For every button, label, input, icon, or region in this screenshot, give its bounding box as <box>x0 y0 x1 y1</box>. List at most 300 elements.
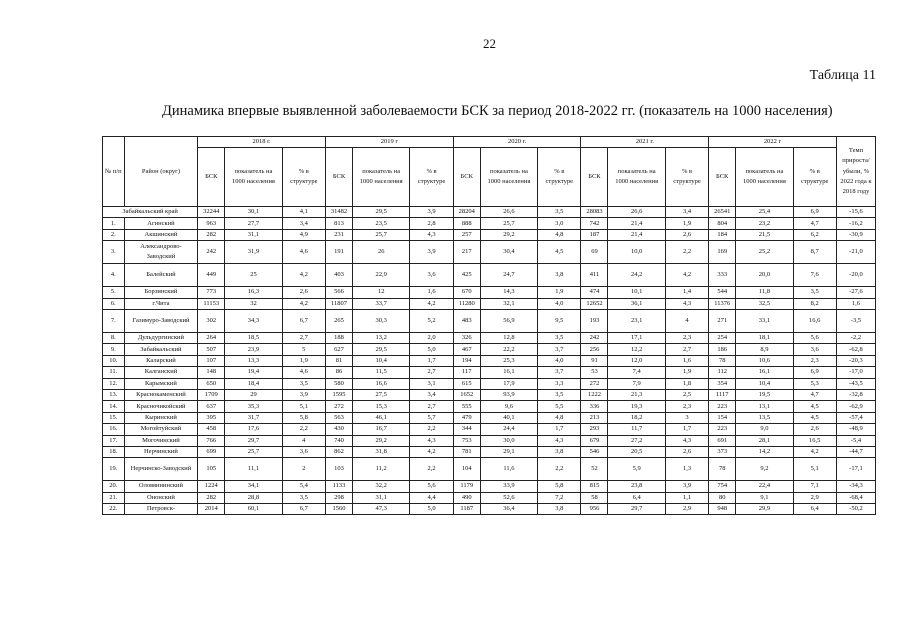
district-name: Газимуро-Заводский <box>124 310 198 333</box>
cell: 40,1 <box>480 412 537 423</box>
cell: 12,0 <box>608 355 665 366</box>
cell: 3,4 <box>665 207 708 218</box>
district-name: Кыринский <box>124 412 198 423</box>
cell: 60,1 <box>225 504 282 515</box>
cell: 3,5 <box>282 378 325 389</box>
cell: 2,7 <box>282 333 325 344</box>
cell: 148 <box>198 367 225 378</box>
row-number: 3. <box>103 241 125 264</box>
cell: 188 <box>325 333 352 344</box>
row-number: 18. <box>103 446 125 457</box>
trend-cell: -27,6 <box>836 287 875 298</box>
cell: 3,7 <box>538 344 581 355</box>
district-name: Оловяннинский <box>124 481 198 492</box>
cell: 425 <box>453 264 480 287</box>
cell: 326 <box>453 333 480 344</box>
cell: 265 <box>325 310 352 333</box>
cell: 1117 <box>709 389 736 400</box>
trend-cell: -62,8 <box>836 344 875 355</box>
cell: 3,8 <box>538 264 581 287</box>
header-bsk: БСК <box>709 148 736 207</box>
district-name: Могойтуйский <box>124 424 198 435</box>
cell: 31482 <box>325 207 352 218</box>
cell: 4,2 <box>410 298 453 309</box>
cell: 6,4 <box>608 492 665 503</box>
cell: 31,7 <box>225 412 282 423</box>
cell: 483 <box>453 310 480 333</box>
cell: 4,4 <box>410 492 453 503</box>
header-share: % в структуре <box>793 148 836 207</box>
cell: 479 <box>453 412 480 423</box>
cell: 1560 <box>325 504 352 515</box>
cell: 4,6 <box>282 241 325 264</box>
cell: 474 <box>581 287 608 298</box>
row-number: 13. <box>103 389 125 400</box>
cell: 650 <box>198 378 225 389</box>
cell: 8,2 <box>793 298 836 309</box>
cell: 699 <box>198 446 225 457</box>
cell: 52,6 <box>480 492 537 503</box>
row-number: 4. <box>103 264 125 287</box>
cell: 29,1 <box>480 446 537 457</box>
cell: 30,3 <box>353 310 410 333</box>
cell: 34,1 <box>225 481 282 492</box>
cell: 3,7 <box>538 367 581 378</box>
cell: 18,5 <box>225 333 282 344</box>
cell: 627 <box>325 344 352 355</box>
cell: 4,3 <box>665 435 708 446</box>
cell: 449 <box>198 264 225 287</box>
cell: 33,7 <box>353 298 410 309</box>
cell: 25,7 <box>480 218 537 229</box>
cell: 1,3 <box>665 458 708 481</box>
cell: 12652 <box>581 298 608 309</box>
cell: 4,3 <box>410 229 453 240</box>
cell: 112 <box>709 367 736 378</box>
trend-cell: -50,2 <box>836 504 875 515</box>
cell: 344 <box>453 424 480 435</box>
cell: 10,4 <box>353 355 410 366</box>
cell: 223 <box>709 401 736 412</box>
cell: 1,9 <box>665 218 708 229</box>
cell: 33,9 <box>480 481 537 492</box>
cell: 29,5 <box>353 344 410 355</box>
cell: 490 <box>453 492 480 503</box>
table-row <box>103 310 876 333</box>
cell: 6,2 <box>793 229 836 240</box>
cell: 333 <box>709 264 736 287</box>
cell: 16,1 <box>736 367 793 378</box>
cell: 4,5 <box>538 241 581 264</box>
row-number: 10. <box>103 355 125 366</box>
cell: 13,5 <box>736 412 793 423</box>
cell: 33,1 <box>736 310 793 333</box>
district-name: Ононский <box>124 492 198 503</box>
cell: 742 <box>581 218 608 229</box>
cell: 191 <box>325 241 352 264</box>
cell: 2,9 <box>665 504 708 515</box>
cell: 272 <box>325 401 352 412</box>
cell: 78 <box>709 355 736 366</box>
district-name: Калганский <box>124 367 198 378</box>
cell: 53 <box>581 367 608 378</box>
cell: 740 <box>325 435 352 446</box>
cell: 679 <box>581 435 608 446</box>
cell: 5,2 <box>410 310 453 333</box>
cell: 31,9 <box>225 241 282 264</box>
cell: 223 <box>709 424 736 435</box>
cell: 29,9 <box>736 504 793 515</box>
cell: 193 <box>581 310 608 333</box>
district-name: Каларский <box>124 355 198 366</box>
cell: 2,6 <box>793 424 836 435</box>
cell: 36,4 <box>480 504 537 515</box>
table-row <box>103 344 876 355</box>
table-row <box>103 412 876 423</box>
cell: 4,2 <box>793 446 836 457</box>
cell: 17,9 <box>480 378 537 389</box>
district-name: Могочинский <box>124 435 198 446</box>
table-label: Таблица 11 <box>809 68 876 83</box>
cell: 888 <box>453 218 480 229</box>
cell: 2,0 <box>410 333 453 344</box>
page-number: 22 <box>483 36 496 51</box>
cell: 1709 <box>198 389 225 400</box>
cell: 23,2 <box>736 218 793 229</box>
district-name: Карымский <box>124 378 198 389</box>
cell: 31,8 <box>353 446 410 457</box>
row-number: 5. <box>103 287 125 298</box>
cell: 4,2 <box>282 298 325 309</box>
cell: 467 <box>453 344 480 355</box>
cell: 1179 <box>453 481 480 492</box>
trend-cell: -17,1 <box>836 458 875 481</box>
cell: 217 <box>453 241 480 264</box>
cell: 29,7 <box>608 504 665 515</box>
cell: 1,9 <box>538 287 581 298</box>
cell: 56,9 <box>480 310 537 333</box>
cell: 1,9 <box>282 355 325 366</box>
cell: 11280 <box>453 298 480 309</box>
cell: 4,6 <box>282 367 325 378</box>
cell: 3,9 <box>410 207 453 218</box>
cell: 5,6 <box>793 333 836 344</box>
cell: 6,9 <box>793 367 836 378</box>
cell: 272 <box>581 378 608 389</box>
cell: 3,1 <box>410 378 453 389</box>
cell: 9,2 <box>736 458 793 481</box>
cell: 4,3 <box>538 435 581 446</box>
cell: 11376 <box>709 298 736 309</box>
cell: 4,2 <box>282 264 325 287</box>
row-number: 14. <box>103 401 125 412</box>
cell: 9,5 <box>538 310 581 333</box>
cell: 19,3 <box>608 401 665 412</box>
cell: 24,4 <box>480 424 537 435</box>
cell: 302 <box>198 310 225 333</box>
trend-cell: -21,0 <box>836 241 875 264</box>
cell: 105 <box>198 458 225 481</box>
cell: 14,2 <box>736 446 793 457</box>
cell: 2,2 <box>410 458 453 481</box>
cell: 458 <box>198 424 225 435</box>
cell: 2,8 <box>410 218 453 229</box>
trend-cell: -62,9 <box>836 401 875 412</box>
cell: 1,6 <box>665 355 708 366</box>
cell: 14,3 <box>480 287 537 298</box>
cell: 5,5 <box>538 401 581 412</box>
cell: 23,5 <box>353 218 410 229</box>
morbidity-table <box>102 136 876 515</box>
cell: 4,0 <box>538 298 581 309</box>
district-name: Нерчинско-Заводский <box>124 458 198 481</box>
total-name: Забайкальский край <box>103 207 198 218</box>
cell: 52 <box>581 458 608 481</box>
trend-cell: -20,3 <box>836 355 875 366</box>
cell: 254 <box>709 333 736 344</box>
total-row <box>103 207 876 218</box>
cell: 107 <box>198 355 225 366</box>
cell: 16,5 <box>793 435 836 446</box>
cell: 36,1 <box>608 298 665 309</box>
cell: 3,9 <box>410 241 453 264</box>
district-name: Петровск- <box>124 504 198 515</box>
cell: 11,5 <box>353 367 410 378</box>
cell: 403 <box>325 264 352 287</box>
cell: 1,6 <box>410 287 453 298</box>
cell: 18,4 <box>225 378 282 389</box>
cell: 2,2 <box>410 424 453 435</box>
cell: 32244 <box>198 207 225 218</box>
header-bsk: БСК <box>198 148 225 207</box>
cell: 1,7 <box>538 424 581 435</box>
cell: 10,0 <box>608 241 665 264</box>
table-row <box>103 264 876 287</box>
trend-cell: -30,9 <box>836 229 875 240</box>
cell: 10,1 <box>608 287 665 298</box>
cell: 1,4 <box>665 287 708 298</box>
cell: 231 <box>325 229 352 240</box>
cell: 813 <box>325 218 352 229</box>
district-name: Борзинский <box>124 287 198 298</box>
table-row <box>103 424 876 435</box>
cell: 31,1 <box>225 229 282 240</box>
table-row <box>103 435 876 446</box>
cell: 3,4 <box>410 389 453 400</box>
cell: 81 <box>325 355 352 366</box>
header-year: 2022 г <box>709 137 837 148</box>
header-share: % в структуре <box>410 148 453 207</box>
cell: 6,7 <box>282 504 325 515</box>
cell: 4 <box>665 310 708 333</box>
table-body <box>103 207 876 515</box>
cell: 9,1 <box>736 492 793 503</box>
header-num: № п/п <box>103 137 125 207</box>
cell: 32,5 <box>736 298 793 309</box>
table-row <box>103 241 876 264</box>
cell: 7,9 <box>608 378 665 389</box>
trend-cell: -57,4 <box>836 412 875 423</box>
table-row <box>103 481 876 492</box>
cell: 804 <box>709 218 736 229</box>
cell: 20,0 <box>736 264 793 287</box>
cell: 430 <box>325 424 352 435</box>
cell: 5 <box>282 344 325 355</box>
cell: 19,4 <box>225 367 282 378</box>
cell: 2,5 <box>665 389 708 400</box>
cell: 4,9 <box>282 229 325 240</box>
cell: 3,9 <box>665 481 708 492</box>
cell: 4,0 <box>538 355 581 366</box>
cell: 3,5 <box>793 287 836 298</box>
cell: 3,6 <box>410 264 453 287</box>
cell: 7,4 <box>608 367 665 378</box>
cell: 186 <box>709 344 736 355</box>
cell: 5,9 <box>608 458 665 481</box>
cell: 691 <box>709 435 736 446</box>
cell: 257 <box>453 229 480 240</box>
district-name: Нерчинский <box>124 446 198 457</box>
cell: 10,4 <box>736 378 793 389</box>
header-trend: Темп прироста/ убыли, % 2022 года к 2018 году <box>836 137 875 207</box>
cell: 4,5 <box>793 401 836 412</box>
header-share: % в структуре <box>665 148 708 207</box>
cell: 948 <box>709 504 736 515</box>
cell: 615 <box>453 378 480 389</box>
cell: 2,3 <box>665 401 708 412</box>
cell: 23,1 <box>608 310 665 333</box>
cell: 4,3 <box>410 435 453 446</box>
cell: 1652 <box>453 389 480 400</box>
cell: 26,6 <box>480 207 537 218</box>
cell: 3,4 <box>282 218 325 229</box>
cell: 411 <box>581 264 608 287</box>
cell: 18,1 <box>736 333 793 344</box>
cell: 30,4 <box>480 241 537 264</box>
row-number: 22. <box>103 504 125 515</box>
cell: 184 <box>709 229 736 240</box>
table-row <box>103 218 876 229</box>
table-row <box>103 504 876 515</box>
cell: 2,6 <box>665 446 708 457</box>
cell: 3,5 <box>538 207 581 218</box>
cell: 21,3 <box>608 389 665 400</box>
cell: 13,1 <box>736 401 793 412</box>
header-bsk: БСК <box>325 148 352 207</box>
cell: 3 <box>665 412 708 423</box>
cell: 16,6 <box>793 310 836 333</box>
cell: 1,7 <box>410 355 453 366</box>
table-row <box>103 492 876 503</box>
header-bsk: БСК <box>453 148 480 207</box>
cell: 862 <box>325 446 352 457</box>
header-year: 2018 г. <box>198 137 326 148</box>
cell: 23,9 <box>225 344 282 355</box>
cell: 194 <box>453 355 480 366</box>
header-year: 2021 г. <box>581 137 709 148</box>
cell: 2,6 <box>665 229 708 240</box>
table-row <box>103 229 876 240</box>
cell: 336 <box>581 401 608 412</box>
cell: 29,2 <box>480 229 537 240</box>
cell: 2,3 <box>665 333 708 344</box>
cell: 21,5 <box>736 229 793 240</box>
cell: 19,5 <box>736 389 793 400</box>
cell: 373 <box>709 446 736 457</box>
trend-cell: -48,9 <box>836 424 875 435</box>
cell: 25,2 <box>736 241 793 264</box>
table-row <box>103 389 876 400</box>
cell: 1,7 <box>665 424 708 435</box>
header-rate: показатель на 1000 населения <box>608 148 665 207</box>
cell: 580 <box>325 378 352 389</box>
cell: 3,5 <box>538 389 581 400</box>
district-name: Агинский <box>124 218 198 229</box>
cell: 16,7 <box>353 424 410 435</box>
trend-cell: -20,0 <box>836 264 875 287</box>
district-name: Красночикойский <box>124 401 198 412</box>
cell: 29,5 <box>353 207 410 218</box>
cell: 13,3 <box>225 355 282 366</box>
cell: 5,8 <box>538 481 581 492</box>
cell: 3,8 <box>538 504 581 515</box>
cell: 25 <box>225 264 282 287</box>
cell: 544 <box>709 287 736 298</box>
cell: 69 <box>581 241 608 264</box>
cell: 154 <box>709 412 736 423</box>
cell: 298 <box>325 492 352 503</box>
district-name: г.Чита <box>124 298 198 309</box>
trend-cell: 1,6 <box>836 298 875 309</box>
cell: 86 <box>325 367 352 378</box>
cell: 2,2 <box>282 424 325 435</box>
cell: 2,6 <box>282 287 325 298</box>
cell: 22,2 <box>480 344 537 355</box>
cell: 546 <box>581 446 608 457</box>
cell: 5,1 <box>282 401 325 412</box>
cell: 4,8 <box>538 412 581 423</box>
table-row <box>103 367 876 378</box>
cell: 1,8 <box>665 378 708 389</box>
cell: 395 <box>198 412 225 423</box>
cell: 2,2 <box>665 241 708 264</box>
cell: 28204 <box>453 207 480 218</box>
cell: 12 <box>353 287 410 298</box>
cell: 1133 <box>325 481 352 492</box>
cell: 8,9 <box>736 344 793 355</box>
cell: 13,2 <box>353 333 410 344</box>
district-name: Александрово-Заводский <box>124 241 198 264</box>
cell: 5,1 <box>793 458 836 481</box>
cell: 25,7 <box>225 446 282 457</box>
cell: 91 <box>581 355 608 366</box>
row-number: 2. <box>103 229 125 240</box>
cell: 2,2 <box>538 458 581 481</box>
cell: 16,1 <box>480 367 537 378</box>
cell: 32,1 <box>480 298 537 309</box>
cell: 563 <box>325 412 352 423</box>
cell: 2,9 <box>793 492 836 503</box>
cell: 46,1 <box>353 412 410 423</box>
table-row <box>103 401 876 412</box>
table-row <box>103 378 876 389</box>
cell: 3,8 <box>538 446 581 457</box>
cell: 11,7 <box>608 424 665 435</box>
cell: 28,8 <box>225 492 282 503</box>
cell: 3,0 <box>538 218 581 229</box>
cell: 753 <box>453 435 480 446</box>
row-number: 11. <box>103 367 125 378</box>
